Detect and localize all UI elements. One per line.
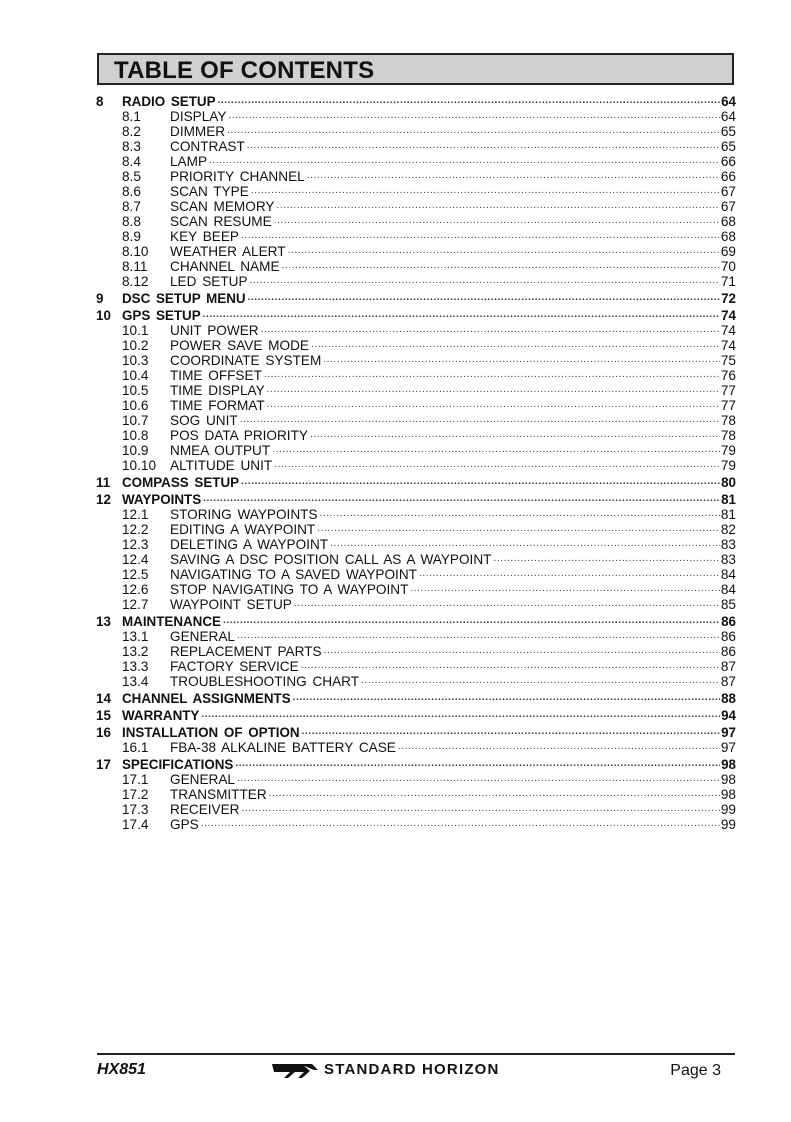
toc-entry-label: STORING WAYPOINTS	[170, 507, 318, 522]
toc-chapter-row	[96, 93, 736, 108]
toc-entry-number: 10.2	[122, 338, 149, 353]
toc-entry-number: 8.7	[122, 199, 141, 214]
toc-entry-label: GENERAL	[170, 629, 235, 644]
toc-section-row	[96, 536, 736, 551]
toc-entry-label: WAYPOINTS	[122, 492, 202, 507]
toc-entry-label: CHANNEL ASSIGNMENTS	[122, 691, 291, 706]
toc-dot-leader	[293, 690, 720, 703]
toc-entry-page: 68	[720, 214, 736, 229]
toc-entry-page: 83	[720, 552, 736, 567]
toc-dot-leader	[320, 506, 720, 519]
toc-entry-number: 10.7	[122, 413, 149, 428]
toc-section-row	[96, 322, 736, 337]
toc-dot-leader	[410, 581, 719, 594]
toc-entry-page: 72	[721, 291, 736, 306]
footer-brand	[272, 1061, 500, 1078]
toc-dot-leader	[235, 756, 720, 769]
toc-section-row	[96, 771, 736, 786]
toc-entry-page: 84	[720, 567, 736, 582]
toc-section-row	[96, 337, 736, 352]
toc-entry-number: 13.4	[122, 674, 149, 689]
toc-section-row	[96, 138, 736, 153]
toc-entry-number: 17.2	[122, 787, 149, 802]
toc-entry-number: 11	[96, 475, 111, 490]
page-number: Page 3	[670, 1062, 721, 1079]
toc-section-row	[96, 816, 736, 831]
toc-entry-label: GENERAL	[170, 772, 235, 787]
toc-entry-number: 8.1	[122, 109, 141, 124]
toc-entry-number: 8.9	[122, 229, 141, 244]
toc-entry-label: POS DATA PRIORITY	[170, 428, 308, 443]
toc-section-row	[96, 506, 736, 521]
toc-entry-page: 98	[721, 757, 736, 772]
toc-entry-number: 13	[96, 614, 111, 629]
toc-entry-page: 99	[720, 817, 736, 832]
toc-entry-page: 66	[720, 154, 736, 169]
toc-entry-page: 86	[720, 644, 736, 659]
toc-entry-label: INSTALLATION OF OPTION	[122, 725, 300, 740]
toc-dot-leader	[294, 596, 720, 609]
toc-entry-number: 8.8	[122, 214, 141, 229]
toc-entry-number: 8.4	[122, 154, 141, 169]
toc-entry-label: EDITING A WAYPOINT	[170, 522, 316, 537]
toc-chapter-row	[96, 724, 736, 739]
toc-entry-label: SCAN MEMORY	[170, 199, 275, 214]
toc-entry-page: 67	[720, 199, 736, 214]
toc-entry-number: 10.6	[122, 398, 149, 413]
toc-section-row	[96, 786, 736, 801]
toc-entry-page: 87	[720, 659, 736, 674]
toc-entry-number: 8	[96, 94, 104, 109]
toc-entry-label: DSC SETUP MENU	[122, 291, 246, 306]
toc-dot-leader	[218, 93, 721, 106]
toc-chapter-row	[96, 690, 736, 705]
toc-entry-number: 8.5	[122, 169, 141, 184]
toc-entry-number: 10.9	[122, 443, 149, 458]
toc-entry-number: 10.3	[122, 353, 149, 368]
toc-section-row	[96, 801, 736, 816]
toc-entry-page: 98	[720, 787, 736, 802]
toc-section-row	[96, 643, 736, 658]
toc-entry-number: 12.7	[122, 597, 149, 612]
toc-entry-page: 81	[721, 492, 736, 507]
toc-entry-label: KEY BEEP	[170, 229, 239, 244]
toc-section-row	[96, 367, 736, 382]
toc-entry-page: 84	[720, 582, 736, 597]
toc-dot-leader	[274, 213, 720, 226]
toc-entry-label: COORDINATE SYSTEM	[170, 353, 322, 368]
toc-dot-leader	[247, 138, 720, 151]
toc-entry-number: 13.1	[122, 629, 149, 644]
toc-dot-leader	[240, 412, 720, 425]
page-title: TABLE OF CONTENTS	[114, 57, 375, 84]
toc-dot-leader	[311, 337, 720, 350]
toc-entry-label: RECEIVER	[170, 802, 240, 817]
toc-section-row	[96, 108, 736, 123]
toc-dot-leader	[227, 123, 720, 136]
toc-entry-number: 8.2	[122, 124, 141, 139]
toc-dot-leader	[201, 707, 720, 720]
toc-entry-number: 13.3	[122, 659, 149, 674]
toc-entry-page: 66	[720, 169, 736, 184]
toc-entry-label: COMPASS SETUP	[122, 475, 240, 490]
toc-entry-page: 83	[720, 537, 736, 552]
toc-entry-number: 10.4	[122, 368, 149, 383]
toc-entry-page: 68	[720, 229, 736, 244]
toc-entry-label: MAINTENANCE	[122, 614, 221, 629]
toc-entry-label: SAVING A DSC POSITION CALL AS A WAYPOINT	[170, 552, 492, 567]
toc-entry-number: 17.3	[122, 802, 149, 817]
toc-entry-number: 10.8	[122, 428, 149, 443]
toc-entry-label: SCAN RESUME	[170, 214, 272, 229]
toc-entry-page: 76	[720, 368, 736, 383]
toc-dot-leader	[269, 786, 720, 799]
toc-dot-leader	[330, 536, 720, 549]
toc-entry-page: 64	[721, 94, 736, 109]
toc-entry-number: 15	[96, 708, 111, 723]
toc-dot-leader	[419, 566, 720, 579]
toc-dot-leader	[237, 628, 720, 641]
toc-entry-number: 8.11	[122, 259, 148, 274]
toc-entry-label: UNIT POWER	[170, 323, 259, 338]
toc-section-row	[96, 123, 736, 138]
toc-entry-page: 75	[720, 353, 736, 368]
toc-section-row	[96, 153, 736, 168]
toc-entry-number: 17.1	[122, 772, 149, 787]
toc-dot-leader	[398, 739, 720, 752]
toc-entry-label: NMEA OUTPUT	[170, 443, 271, 458]
toc-entry-label: STOP NAVIGATING TO A WAYPOINT	[170, 582, 409, 597]
toc-entry-number: 17	[96, 757, 111, 772]
toc-section-row	[96, 352, 736, 367]
toc-entry-label: NAVIGATING TO A SAVED WAYPOINT	[170, 567, 417, 582]
toc-entry-label: TRANSMITTER	[170, 787, 267, 802]
toc-chapter-row	[96, 307, 736, 322]
toc-entry-label: GPS	[170, 817, 199, 832]
standard-horizon-logo-icon	[272, 1062, 318, 1078]
toc-entry-number: 8.10	[122, 244, 149, 259]
toc-entry-page: 81	[720, 507, 736, 522]
toc-entry-number: 8.6	[122, 184, 141, 199]
toc-entry-label: SOG UNIT	[170, 413, 238, 428]
toc-entry-label: FBA-38 ALKALINE BATTERY CASE	[170, 740, 396, 755]
toc-entry-number: 16.1	[122, 740, 149, 755]
toc-section-row	[96, 168, 736, 183]
toc-entry-number: 12.4	[122, 552, 149, 567]
toc-section-row	[96, 596, 736, 611]
toc-dot-leader	[324, 643, 720, 656]
toc-entry-page: 80	[721, 475, 736, 490]
toc-entry-page: 97	[721, 725, 736, 740]
toc-dot-leader	[493, 551, 719, 564]
toc-chapter-row	[96, 613, 736, 628]
toc-dot-leader	[203, 491, 720, 504]
toc-dot-leader	[228, 108, 719, 121]
toc-section-row	[96, 427, 736, 442]
toc-dot-leader	[274, 457, 720, 470]
toc-entry-number: 13.2	[122, 644, 149, 659]
toc-entry-number: 9	[96, 291, 104, 306]
toc-entry-page: 79	[720, 443, 736, 458]
toc-dot-leader	[248, 290, 721, 303]
toc-dot-leader	[267, 397, 720, 410]
toc-section-row	[96, 442, 736, 457]
toc-chapter-row	[96, 707, 736, 722]
toc-dot-leader	[242, 801, 720, 814]
toc-entry-page: 98	[720, 772, 736, 787]
toc-entry-page: 86	[720, 629, 736, 644]
toc-entry-number: 10.5	[122, 383, 149, 398]
toc-entry-number: 12.5	[122, 567, 149, 582]
toc-entry-number: 10.1	[122, 323, 149, 338]
toc-dot-leader	[282, 258, 720, 271]
toc-dot-leader	[301, 658, 720, 671]
toc-entry-number: 10.10	[122, 458, 157, 473]
toc-dot-leader	[237, 771, 720, 784]
toc-entry-label: LAMP	[170, 154, 208, 169]
toc-entry-page: 70	[720, 259, 736, 274]
toc-entry-number: 12.3	[122, 537, 149, 552]
toc-entry-page: 64	[720, 109, 736, 124]
toc-dot-leader	[251, 183, 720, 196]
toc-section-row	[96, 551, 736, 566]
toc-entry-page: 74	[720, 323, 736, 338]
toc-entry-number: 17.4	[122, 817, 149, 832]
toc-entry-page: 77	[720, 383, 736, 398]
toc-entry-label: SPECIFICATIONS	[122, 757, 234, 772]
toc-chapter-row	[96, 756, 736, 771]
toc-entry-page: 85	[720, 597, 736, 612]
toc-dot-leader	[272, 442, 720, 455]
toc-dot-leader	[317, 521, 720, 534]
toc-entry-number: 8.12	[122, 274, 149, 289]
toc-entry-page: 69	[720, 244, 736, 259]
toc-dot-leader	[264, 367, 720, 380]
toc-section-row	[96, 397, 736, 412]
toc-section-row	[96, 243, 736, 258]
toc-entry-number: 16	[96, 725, 111, 740]
toc-dot-leader	[201, 816, 720, 829]
toc-section-row	[96, 457, 736, 472]
toc-dot-leader	[250, 273, 720, 286]
toc-section-row	[96, 521, 736, 536]
toc-section-row	[96, 183, 736, 198]
brand-name: STANDARD HORIZON	[324, 1061, 500, 1078]
toc-entry-label: TIME DISPLAY	[170, 383, 265, 398]
toc-entry-label: POWER SAVE MODE	[170, 338, 309, 353]
toc-section-row	[96, 566, 736, 581]
toc-entry-page: 88	[721, 691, 736, 706]
toc-entry-number: 12	[96, 492, 111, 507]
toc-dot-leader	[203, 307, 720, 320]
toc-entry-label: TIME FORMAT	[170, 398, 265, 413]
toc-entry-page: 74	[721, 308, 736, 323]
toc-chapter-row	[96, 474, 736, 489]
toc-dot-leader	[276, 198, 719, 211]
toc-entry-label: RADIO SETUP	[122, 94, 216, 109]
toc-entry-label: CONTRAST	[170, 139, 245, 154]
toc-title-box	[97, 53, 734, 85]
toc-entry-number: 14	[96, 691, 111, 706]
toc-dot-leader	[307, 168, 720, 181]
toc-section-row	[96, 739, 736, 754]
toc-entry-page: 86	[721, 614, 736, 629]
toc-section-row	[96, 412, 736, 427]
toc-dot-leader	[267, 382, 720, 395]
toc-dot-leader	[261, 322, 720, 335]
toc-section-row	[96, 658, 736, 673]
toc-entry-label: SCAN TYPE	[170, 184, 249, 199]
toc-entry-page: 94	[721, 708, 736, 723]
toc-entry-page: 78	[720, 428, 736, 443]
toc-entry-label: WEATHER ALERT	[170, 244, 286, 259]
footer-model: HX851	[97, 1061, 146, 1078]
toc-dot-leader	[323, 352, 720, 365]
toc-dot-leader	[223, 613, 720, 626]
toc-entry-number: 10	[96, 308, 111, 323]
toc-entry-label: PRIORITY CHANNEL	[170, 169, 305, 184]
toc-entry-label: TIME OFFSET	[170, 368, 262, 383]
toc-entry-label: WARRANTY	[122, 708, 200, 723]
toc-dot-leader	[310, 427, 720, 440]
toc-entry-number: 12.2	[122, 522, 149, 537]
toc-entry-label: DIMMER	[170, 124, 226, 139]
toc-entry-label: DELETING A WAYPOINT	[170, 537, 329, 552]
toc-entry-page: 67	[720, 184, 736, 199]
toc-entry-page: 71	[720, 274, 736, 289]
toc-entry-page: 78	[720, 413, 736, 428]
toc-entry-label: ALTITUDE UNIT	[170, 458, 273, 473]
toc-entry-label: DISPLAY	[170, 109, 227, 124]
toc-section-row	[96, 258, 736, 273]
toc-section-row	[96, 673, 736, 688]
toc-section-row	[96, 382, 736, 397]
toc-entry-page: 77	[720, 398, 736, 413]
toc-entry-page: 82	[720, 522, 736, 537]
toc-entry-label: LED SETUP	[170, 274, 248, 289]
toc-dot-leader	[241, 474, 720, 487]
toc-dot-leader	[241, 228, 720, 241]
toc-dot-leader	[302, 724, 721, 737]
toc-chapter-row	[96, 290, 736, 305]
toc-entry-label: GPS SETUP	[122, 308, 201, 323]
toc-section-row	[96, 198, 736, 213]
toc-section-row	[96, 628, 736, 643]
toc-dot-leader	[288, 243, 720, 256]
toc-section-row	[96, 213, 736, 228]
table-of-contents	[96, 93, 736, 831]
toc-section-row	[96, 273, 736, 288]
toc-entry-label: CHANNEL NAME	[170, 259, 280, 274]
toc-entry-label: WAYPOINT SETUP	[170, 597, 292, 612]
toc-entry-label: TROUBLESHOOTING CHART	[170, 674, 360, 689]
toc-entry-number: 12.6	[122, 582, 149, 597]
footer-divider	[97, 1053, 735, 1055]
toc-entry-page: 74	[720, 338, 736, 353]
toc-entry-label: REPLACEMENT PARTS	[170, 644, 322, 659]
toc-entry-page: 99	[720, 802, 736, 817]
toc-entry-page: 87	[720, 674, 736, 689]
toc-entry-page: 79	[720, 458, 736, 473]
toc-entry-page: 65	[720, 139, 736, 154]
toc-entry-page: 97	[720, 740, 736, 755]
toc-section-row	[96, 228, 736, 243]
toc-entry-page: 65	[720, 124, 736, 139]
toc-entry-number: 8.3	[122, 139, 141, 154]
toc-section-row	[96, 581, 736, 596]
toc-dot-leader	[209, 153, 720, 166]
toc-dot-leader	[361, 673, 720, 686]
toc-entry-number: 12.1	[122, 507, 149, 522]
toc-chapter-row	[96, 491, 736, 506]
toc-entry-label: FACTORY SERVICE	[170, 659, 299, 674]
